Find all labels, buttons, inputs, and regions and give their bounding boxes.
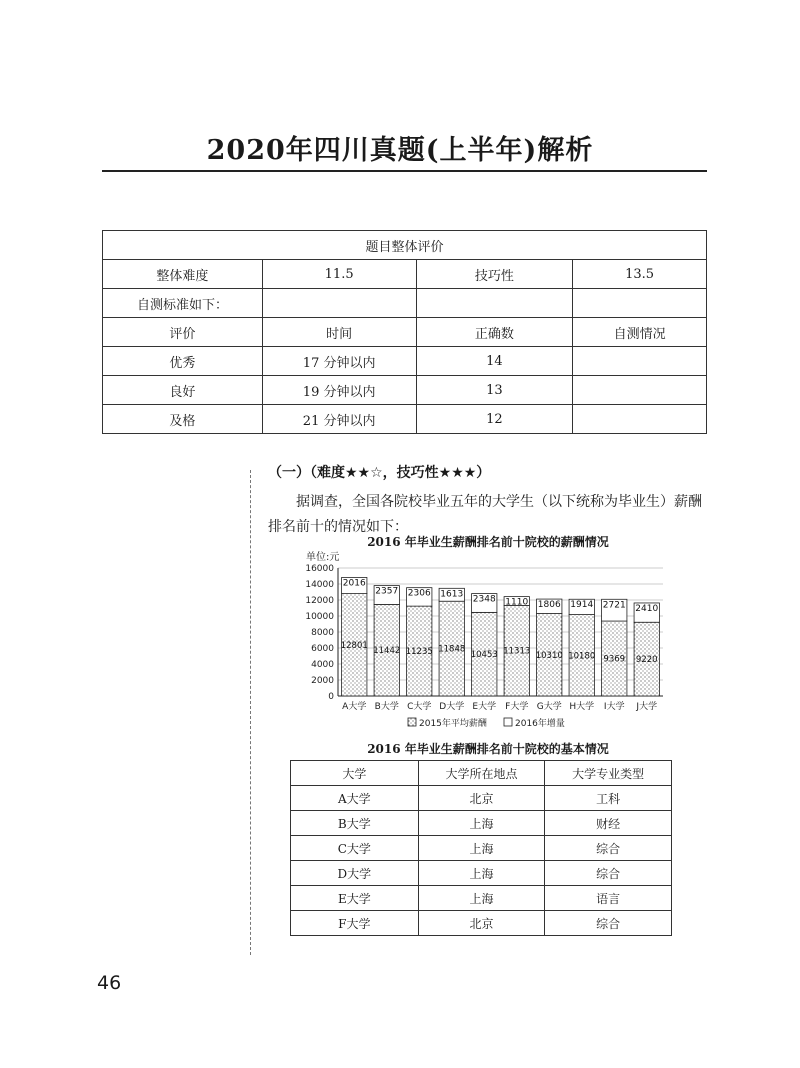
y-tick-label: 6000 <box>311 644 334 654</box>
increase-label: 1613 <box>440 589 464 600</box>
x-tick-label: D大学 <box>439 702 465 712</box>
col-time: 时间 <box>262 318 416 347</box>
legend-label-2015: 2015年平均薪酬 <box>419 719 487 729</box>
y-tick-label: 2000 <box>311 676 334 686</box>
col-location: 大学所在地点 <box>418 761 545 786</box>
y-axis-label: 单位:元 <box>306 552 340 563</box>
base-label: 9220 <box>635 655 658 666</box>
salary-chart <box>268 548 708 738</box>
y-tick-label: 14000 <box>305 580 334 590</box>
base-label: 11442 <box>373 646 401 657</box>
question-section <box>268 462 708 540</box>
base-label: 10180 <box>568 651 596 662</box>
y-tick-label: 8000 <box>311 628 334 638</box>
legend-label-2016: 2016年增量 <box>515 719 565 729</box>
col-self: 自测情况 <box>573 318 707 347</box>
y-tick-label: 4000 <box>311 660 334 670</box>
x-tick-label: C大学 <box>407 702 432 712</box>
increase-label: 2410 <box>635 603 659 614</box>
eval-header: 题目整体评价 <box>103 231 707 260</box>
base-label: 9369 <box>603 654 626 665</box>
col-correct: 正确数 <box>416 318 573 347</box>
page-number: 46 <box>97 972 122 994</box>
x-tick-label: I大学 <box>603 702 625 712</box>
evaluation-table <box>102 230 707 434</box>
legend-swatch-2016 <box>504 718 512 726</box>
base-label: 11235 <box>405 647 433 658</box>
increase-label: 2348 <box>472 594 496 605</box>
title-underline <box>102 170 707 172</box>
difficulty-label: 整体难度 <box>103 260 263 289</box>
increase-label: 1110 <box>505 597 529 608</box>
section-heading: （一）（难度★★☆，技巧性★★★） <box>268 465 491 481</box>
y-tick-label: 10000 <box>305 612 334 622</box>
skill-label: 技巧性 <box>416 260 573 289</box>
x-tick-label: F大学 <box>505 702 529 712</box>
increase-label: 1806 <box>537 600 561 611</box>
basic-table-title: 2016 年毕业生薪酬排名前十院校的基本情况 <box>367 742 609 756</box>
legend-swatch-2015 <box>408 718 416 726</box>
base-label: 11848 <box>438 644 466 655</box>
x-tick-label: J大学 <box>636 702 658 712</box>
x-tick-label: G大学 <box>536 702 562 712</box>
table-row: A大学 北京 工科 <box>291 786 672 811</box>
col-grade: 评价 <box>103 318 263 347</box>
basic-info-table <box>290 760 672 936</box>
table-row: D大学 上海 综合 <box>291 861 672 886</box>
y-tick-label: 12000 <box>305 596 334 606</box>
skill-value: 13.5 <box>573 260 707 289</box>
margin-dashed-line <box>250 470 251 955</box>
increase-label: 2306 <box>407 588 431 599</box>
table-row: B大学 上海 财经 <box>291 811 672 836</box>
table-row: E大学 上海 语言 <box>291 886 672 911</box>
col-type: 大学专业类型 <box>545 761 672 786</box>
col-university: 大学 <box>291 761 419 786</box>
table-row: F大学 北京 综合 <box>291 911 672 936</box>
chart-title: 2016 年毕业生薪酬排名前十院校的薪酬情况 <box>367 535 609 549</box>
base-label: 10453 <box>470 650 498 661</box>
increase-label: 1914 <box>570 600 594 611</box>
eval-row: 及格 21 分钟以内 12 <box>103 405 707 434</box>
y-tick-label: 16000 <box>305 564 334 574</box>
x-tick-label: B大学 <box>374 702 399 712</box>
x-tick-label: E大学 <box>472 702 497 712</box>
eval-row: 良好 19 分钟以内 13 <box>103 376 707 405</box>
increase-label: 2016 <box>342 578 366 589</box>
eval-row: 优秀 17 分钟以内 14 <box>103 347 707 376</box>
x-tick-label: H大学 <box>569 702 595 712</box>
y-tick-label: 0 <box>328 692 334 702</box>
increase-label: 2357 <box>375 586 399 597</box>
base-label: 12801 <box>340 640 368 651</box>
base-label: 11313 <box>503 646 531 657</box>
difficulty-value: 11.5 <box>262 260 416 289</box>
base-label: 10310 <box>535 650 563 661</box>
section-intro: 据调查，全国各院校毕业五年的大学生（以下统称为毕业生）薪酬排名前十的情况如下： <box>268 494 702 535</box>
increase-label: 2721 <box>602 600 626 611</box>
x-tick-label: A大学 <box>342 702 367 712</box>
page-title: 2020年四川真题(上半年)解析 <box>206 135 594 166</box>
table-row: C大学 上海 综合 <box>291 836 672 861</box>
self-test-label: 自测标准如下： <box>103 289 263 318</box>
